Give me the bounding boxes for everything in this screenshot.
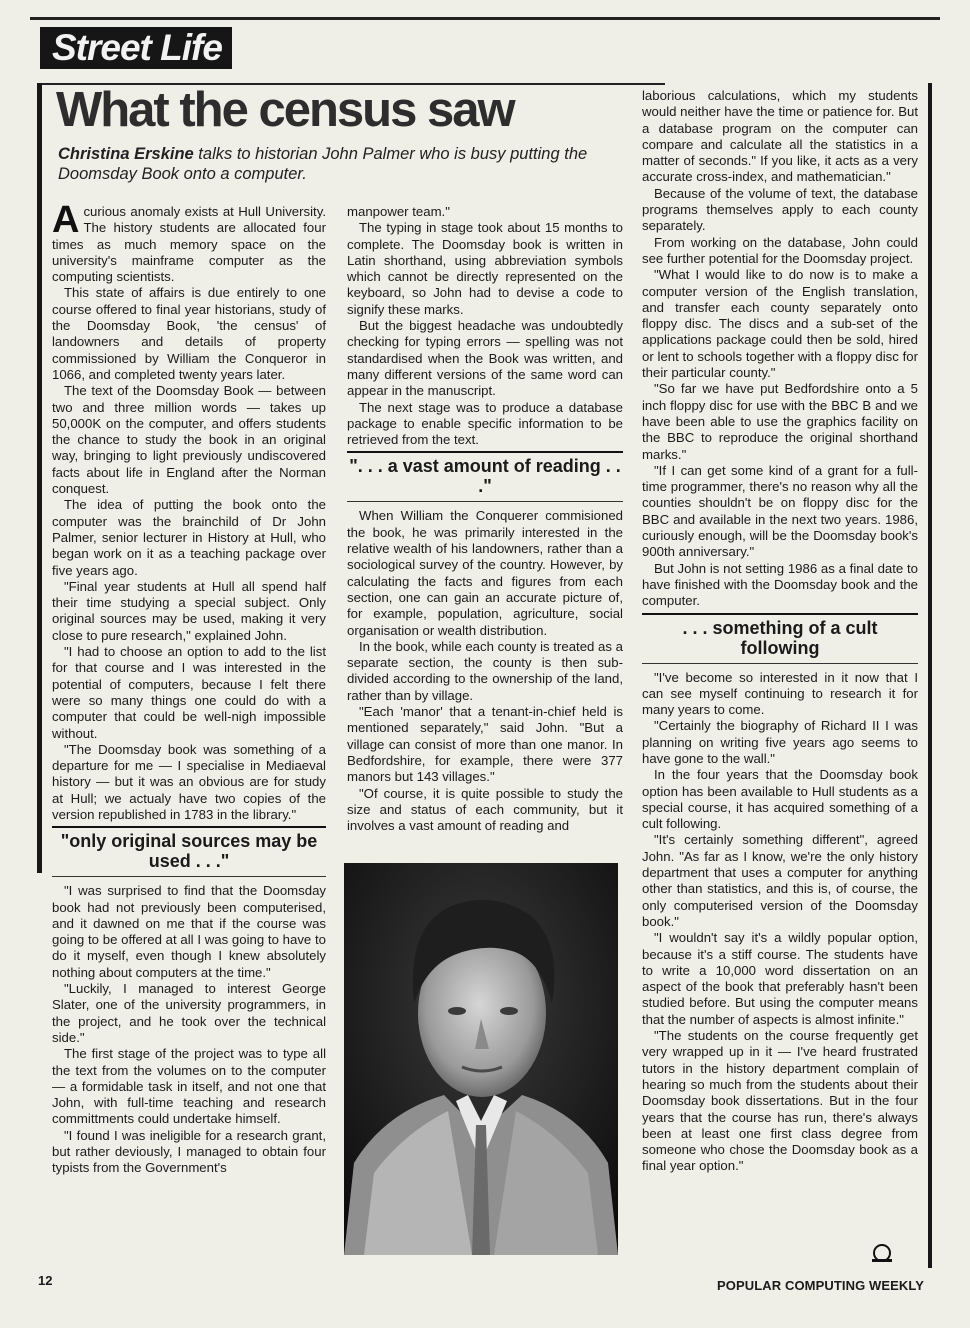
drop-cap: A xyxy=(52,199,80,241)
paragraph: When William the Conquerer commisioned the book, he was primarily interested in the relative wealth of his landowners, rather than a sociological survey of the country. However, by calculating the facts and figures from each section, one can gain an accurate picture of, for example, population, agriculture, social organisation or wealth distribution. xyxy=(347,508,623,638)
paragraph: "Of course, it is quite possible to study the size and status of each community, but it involves a vast amount of reading and xyxy=(347,785,623,834)
paragraph: But the biggest headache was undoubtedly checking for typing errors — spelling was not standardised when the Book was written, and many different versions of the same word can appear in the manuscript. xyxy=(347,318,623,399)
paragraph: "Each 'manor' that a tenant-in-chief held is mentioned separately," said John. "But a village can consist of more than one manor. In Bedfordshire, for example, there were 377 manors but 143 villages." xyxy=(347,704,623,785)
paragraph: Because of the volume of text, the database programs themselves apply to each county separately. xyxy=(642,185,918,234)
section-label: Street Life xyxy=(40,27,232,69)
paragraph: From working on the database, John could see further potential for the Doomsday project. xyxy=(642,234,918,266)
top-rule xyxy=(30,17,940,20)
paragraph: "I found I was ineligible for a research grant, but rather deviously, I managed to obtain four typists from the Government's xyxy=(52,1127,326,1176)
column-3 xyxy=(642,88,918,1175)
paragraph: This state of affairs is due entirely to one course offered to final year historians, study of the Doomsday Book, 'the census' of landowners and details of property commissioned by William the Conqueror in 1066, and completed twenty years later. xyxy=(52,285,326,382)
paragraph: laborious calculations, which my students would neither have the time or patience for. But a database program on the computer can compare and calculate all the statistics in a matter of seconds." If you like, it acts as a very accurate cross-index, and mathematician." xyxy=(642,88,918,185)
end-mark-icon xyxy=(870,1243,894,1270)
paragraph: "I wouldn't say it's a wildly popular option, because it's a stiff course. The students have to write a 10,000 word dissertation on an aspect of the book that preferably hasn't been studied before. But using the computer means that the number of aspects is almost infinite." xyxy=(642,930,918,1027)
paragraph: "The Doomsday book was something of a departure for me — I specialise in Mediaeval history — but it was an obvious are for study at Hull; we actualy have two copies of the version republished in 1783 in the library." xyxy=(52,741,326,822)
paragraph: The next stage was to produce a database package to enable specific information to be retrieved from the text. xyxy=(347,399,623,448)
pull-quote: . . . something of a cult following xyxy=(642,613,918,664)
paragraph: Acurious anomaly exists at Hull University. The history students are allocated four times as much memory space on the university's mainframe computer as the computing scientists. xyxy=(52,199,326,285)
standfirst-text: talks to historian John Palmer who is busy putting the Doomsday Book onto a computer. xyxy=(58,145,588,183)
paragraph: "Certainly the biography of Richard II I was planning on writing five years ago seems to have gone to the wall." xyxy=(642,718,918,766)
right-border-bar xyxy=(928,83,932,1268)
paragraph: "If I can get some kind of a grant for a full-time programmer, there's no reason why all the counties shouldn't be on floppy disc for the BBC and available in the next two years. 1986, curiously enough, will be the Doomsday book's 900th anniversary." xyxy=(642,462,918,560)
paragraph: "What I would like to do now is to make a computer version of the English translation, and transfer each county separately onto floppy disc. The discs and a sub-set of the applications package could then be sold, hired or lent to schools together with a floppy disc for their particular county." xyxy=(642,267,918,381)
paragraph: "It's certainly something different", agreed John. "As far as I know, we're the only history department that uses a computer for anything other than statistics, and this is, of course, the only computerised version of the Doomsday book." xyxy=(642,832,918,929)
column-2 xyxy=(347,204,623,834)
left-border-bar xyxy=(37,83,42,873)
headline: What the census saw xyxy=(56,83,514,137)
portrait-illustration xyxy=(344,863,618,1255)
paragraph: "So far we have put Bedfordshire onto a 5 inch floppy disc for use with the BBC B and we have been able to use the graphics facility on the BBC to reproduce the original shorthand marks." xyxy=(642,381,918,462)
paragraph: The typing in stage took about 15 months to complete. The Doomsday book is written in Latin shorthand, using abbreviation symbols which cannot be directly represented on the keyboard, so John had to devise a code to signify these marks. xyxy=(347,220,623,317)
magazine-name: POPULAR COMPUTING WEEKLY xyxy=(717,1278,925,1293)
paragraph: "I was surprised to find that the Doomsday book had not previously been computerised, and it dawned on me that if the course was going to be offered at all I was going to have to do it myself, even though I knew absolutely nothing about computers at the time." xyxy=(52,883,326,980)
portrait-photo xyxy=(344,863,618,1255)
paragraph: "Luckily, I managed to interest George Slater, one of the university programmers, in the project, and he took over the technical side." xyxy=(52,981,326,1045)
column-1 xyxy=(52,199,326,1177)
pull-quote: ". . . a vast amount of reading . . ." xyxy=(347,451,623,502)
paragraph: "I had to choose an option to add to the list for that course and I was interested in the potential of computers, because I felt there were so many things one could do with a computer that could be well-nigh impossible without. xyxy=(52,644,326,741)
standfirst xyxy=(58,144,598,184)
paragraph: The idea of putting the book onto the computer was the brainchild of Dr John Palmer, senior lecturer in History at Hull, who began work on it as a teaching package over five years ago. xyxy=(52,497,326,578)
paragraph: "Final year students at Hull all spend half their time studying a special subject. Only original sources may be used, making it very close to pure research," explained John. xyxy=(52,578,326,643)
paragraph: "The students on the course frequently get very wrapped up in it — I've heard frustrated tutors in the history department complain of hearing so much from the students about their Doomsday book dissertations. But in the four years that the course has run, there's always been at least one first class degree from someone who chose the Doomsday book as a final year option." xyxy=(642,1028,918,1174)
paragraph: manpower team." xyxy=(347,204,450,219)
author-name: Christina Erskine xyxy=(58,145,194,163)
paragraph: But John is not setting 1986 as a final date to have finished with the Doomsday book and the computer. xyxy=(642,560,918,609)
paragraph: "I've become so interested in it now that I can see myself continuing to research it for many years to come. xyxy=(642,669,918,718)
paragraph: The first stage of the project was to type all the text from the volumes on to the computer — a formidable task in itself, and not one that John, with full-time teaching and research committments could undertake himself. xyxy=(52,1046,326,1127)
page-number: 12 xyxy=(38,1273,53,1288)
pull-quote: "only original sources may be used . . ." xyxy=(52,826,326,877)
paragraph: In the four years that the Doomsday book option has been available to Hull students as a special course, it has acquired something of a cult following. xyxy=(642,767,918,832)
paragraph: The text of the Doomsday Book — between two and three million words — takes up 50,000K on the computer, and offers students the chance to study the book in an original way, bringing to light previously undiscovered facts about life in England after the Norman conquest. xyxy=(52,383,326,497)
paragraph: In the book, while each county is treated as a separate section, the county is then sub-divided according to the ownership of the land, rather than by village. xyxy=(347,638,623,703)
